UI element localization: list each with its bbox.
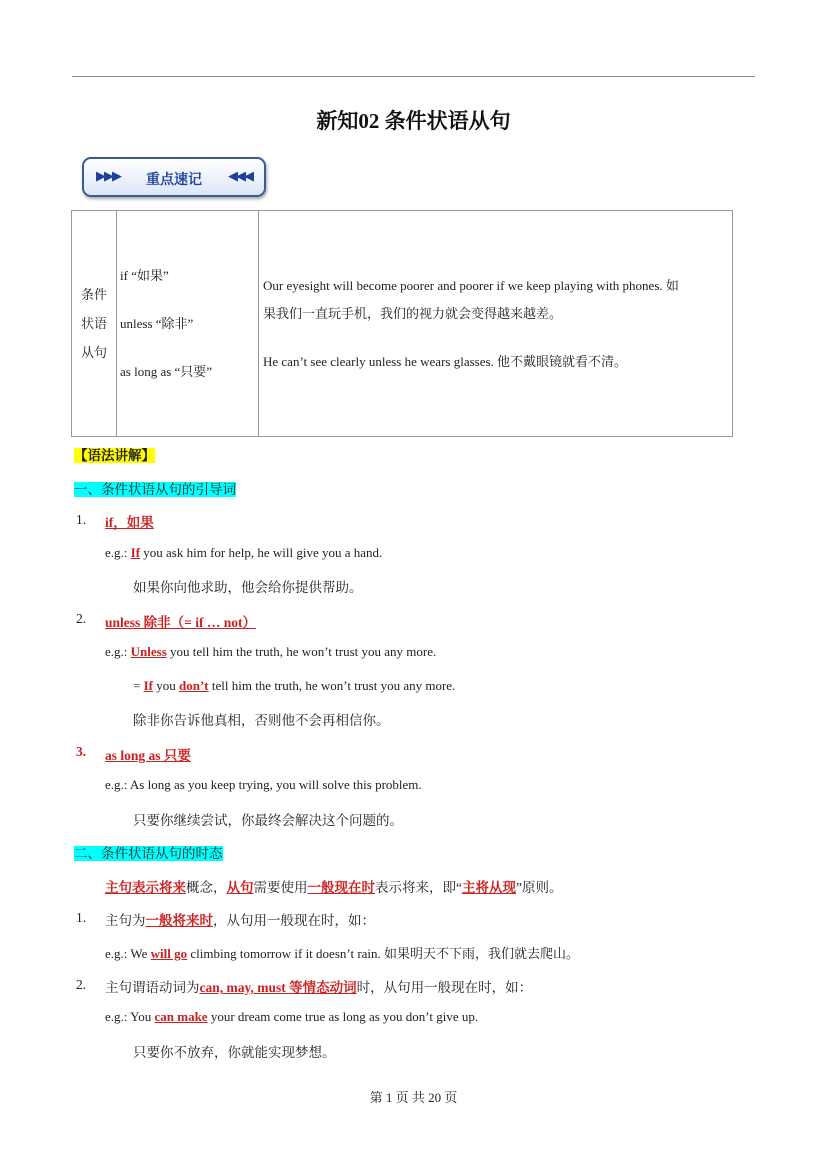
item2-example: e.g.: Unless you tell him the truth, he won’t trust you any more. [105,644,437,659]
conjunction-if: if “如果” [120,267,169,283]
category-cell: 条件 状语 从句 [72,211,117,437]
tense-item2-number: 2. [76,977,87,992]
key-points-banner [82,157,266,197]
item3-translation: 只要你继续尝试，你最终会解决这个问题的。 [133,813,403,828]
page-footer: 第 1 页 共 20 页 [369,1090,458,1105]
item1-translation: 如果你向他求助，他会给你提供帮助。 [133,580,363,595]
tense-item1-example: e.g.: We will go climbing tomorrow if it doesn’t rain. 如果明天不下雨，我们就去爬山。 [105,946,580,961]
conjunction-cell [117,211,259,437]
item3-heading: as long as 只要 [105,748,191,763]
summary-table [71,210,733,437]
conjunction-as-long-as: as long as “只要” [120,363,213,379]
item2-heading: unless 除非（= if … not） [105,615,256,630]
item1-heading: if，如果 [105,515,154,530]
tense-item1-text: 主句为一般将来时，从句用一般现在时，如： [105,913,375,928]
item3-example: e.g.: As long as you keep trying, you will solve this problem. [105,777,422,792]
example-cell [259,211,733,437]
item2-number: 2. [76,611,87,626]
banner-label: 重点速记 [146,172,202,188]
arrows-left-icon: ◀◀◀ [228,168,252,183]
item3-number: 3. [76,744,87,759]
item1-number: 1. [76,512,87,527]
tense-item2-translation: 只要你不放弃，你就能实现梦想。 [133,1045,336,1060]
grammar-label: 【语法讲解】 [74,448,155,463]
section1-title: 一、条件状语从句的引导词 [74,482,236,497]
tense-item2-example: e.g.: You can make your dream come true as long as you don’t give up. [105,1009,479,1024]
tense-item1-number: 1. [76,910,87,925]
header-rule [72,76,755,77]
example-2: He can’t see clearly unless he wears glasses. 他不戴眼镜就看不清。 [263,353,628,369]
conjunction-unless: unless “除非” [120,315,194,331]
arrows-right-icon: ▶▶▶ [96,168,120,183]
item2-equivalent: = If you don’t tell him the truth, he won’t trust you any more. [133,678,456,693]
item2-translation: 除非你告诉他真相，否则他不会再相信你。 [133,713,390,728]
item1-example: e.g.: If you ask him for help, he will give you a hand. [105,545,383,560]
page-title: 新知02 条件状语从句 [316,109,511,133]
section2-intro: 主句表示将来概念，从句需要使用一般现在时表示将来，即“主将从现”原则。 [105,880,563,895]
section2-title: 二、条件状语从句的时态 [74,846,223,861]
example-1: Our eyesight will become poorer and poorer if we keep playing with phones. 如 果我们一直玩手机，我们的视力就会变得越来越差。 [263,277,679,321]
tense-item2-text: 主句谓语动词为can, may, must 等情态动词时，从句用一般现在时，如： [105,980,533,995]
